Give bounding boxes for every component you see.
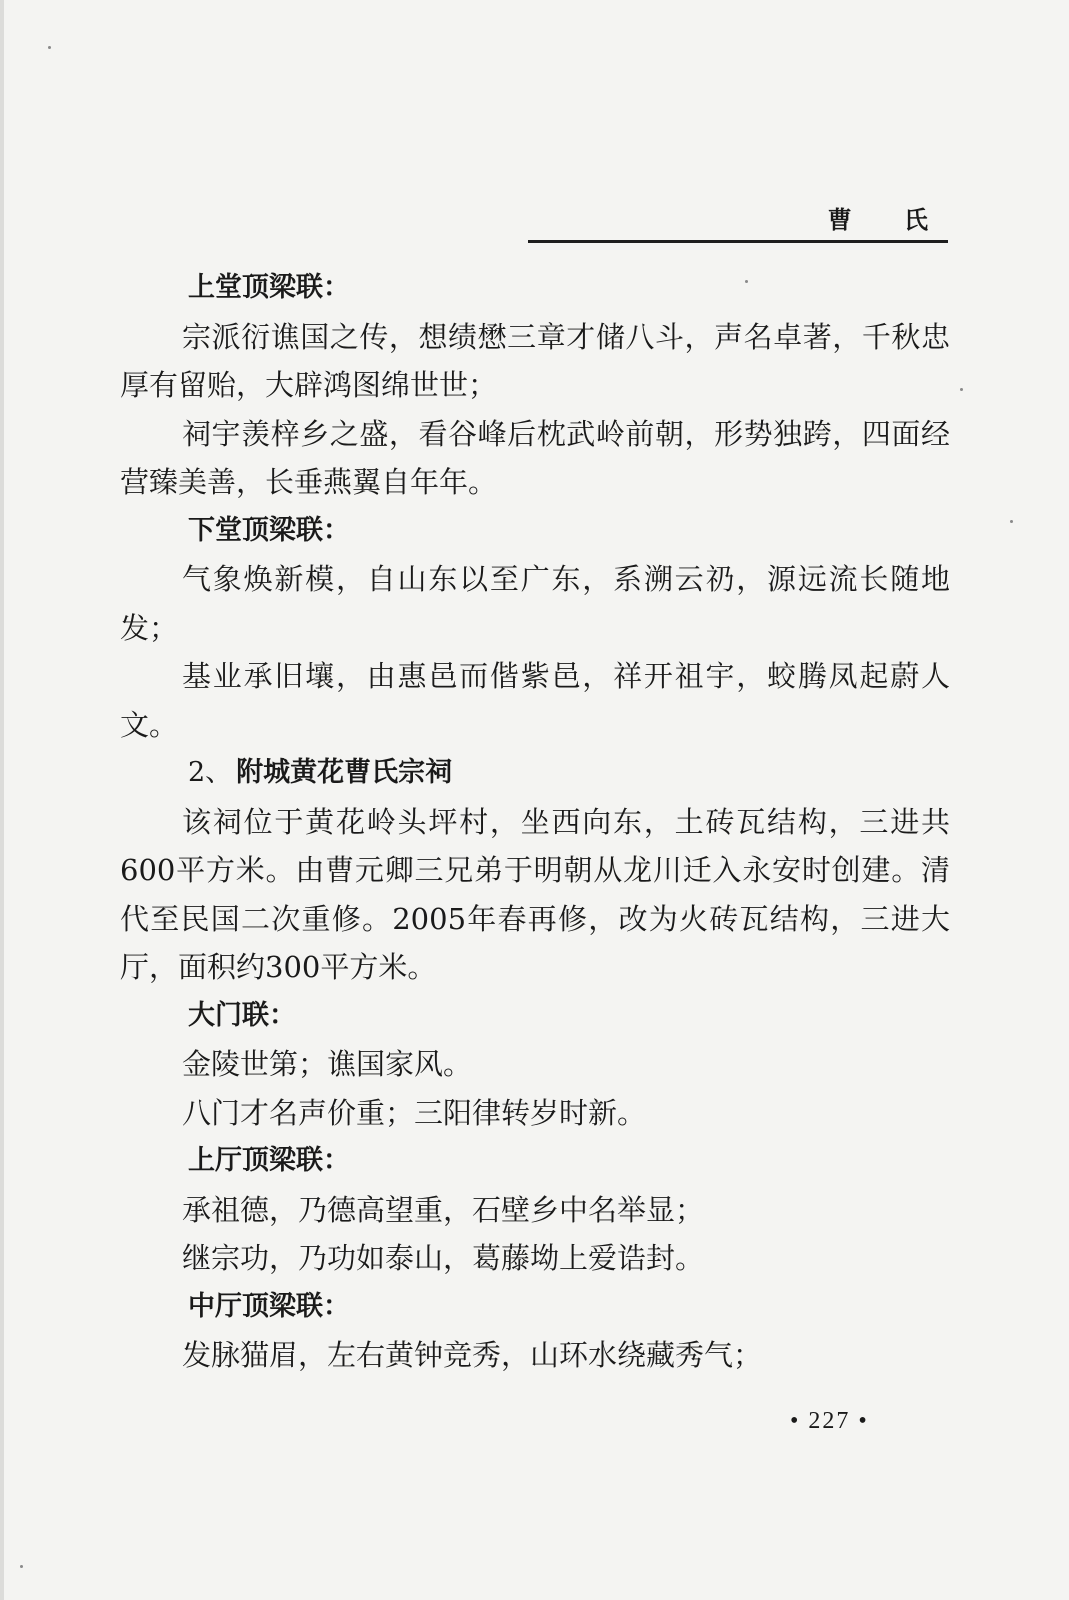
paragraph: 祠宇羡梓乡之盛，看谷峰后枕武岭前朝，形势独跨，四面经营臻美善，长垂燕翼自年年。: [120, 416, 950, 499]
scan-speck: [20, 1565, 23, 1568]
paragraph: 金陵世第；谯国家风。: [182, 1047, 473, 1081]
scan-speck: [48, 46, 51, 49]
paragraph: 气象焕新模，自山东以至广东，系溯云礽，源远流长随地发；: [120, 562, 950, 645]
paragraph: 继宗功，乃功如泰山，葛藤坳上爱诰封。: [182, 1241, 705, 1275]
section-number: 2、: [188, 757, 233, 788]
paragraph: 承祖德，乃德高望重，石壁乡中名举显；: [182, 1192, 705, 1227]
header-rule: [528, 240, 948, 243]
scan-speck: [745, 280, 748, 283]
scan-speck: [960, 388, 963, 391]
heading-middle-hall-beam-couplet: 中厅顶梁联：: [188, 1290, 350, 1322]
section-title: 附城黄花曹氏宗祠: [236, 757, 453, 788]
heading-upper-hall-couplet: 上堂顶梁联：: [188, 272, 350, 303]
heading-lower-hall-couplet: 下堂顶梁联：: [188, 514, 350, 546]
paragraph: 发脉猫眉，左右黄钟竞秀，山环水绕藏秀气；: [182, 1338, 763, 1372]
heading-main-gate-couplet: 大门联：: [188, 999, 296, 1031]
running-head: 曹 氏: [827, 205, 950, 234]
page-number: • 227 •: [790, 1408, 869, 1434]
scan-speck: [1010, 520, 1013, 523]
paragraph: 基业承旧壤，由惠邑而偕紫邑，祥开祖宇，蛟腾凤起蔚人文。: [120, 659, 950, 742]
page-edge-shadow: [0, 0, 4, 1600]
body-text: [120, 264, 950, 1380]
section-heading: [120, 749, 950, 798]
paragraph: 该祠位于黄花岭头坪村，坐西向东，土砖瓦结构，三进共600平方米。由曹元卿三兄弟于明朝从龙川迁入永安时创建。清代至民国二次重修。2005年春再修，改为火砖瓦结构，三进大厅，面积约300平方米。: [120, 804, 950, 984]
heading-upper-hall-beam-couplet: 上厅顶梁联：: [188, 1145, 350, 1176]
paragraph: 八门才名声价重；三阳律转岁时新。: [182, 1095, 647, 1130]
paragraph: 宗派衍谯国之传，想绩懋三章才储八斗，声名卓著，千秋忠厚有留贻，大辟鸿图绵世世；: [120, 319, 950, 402]
